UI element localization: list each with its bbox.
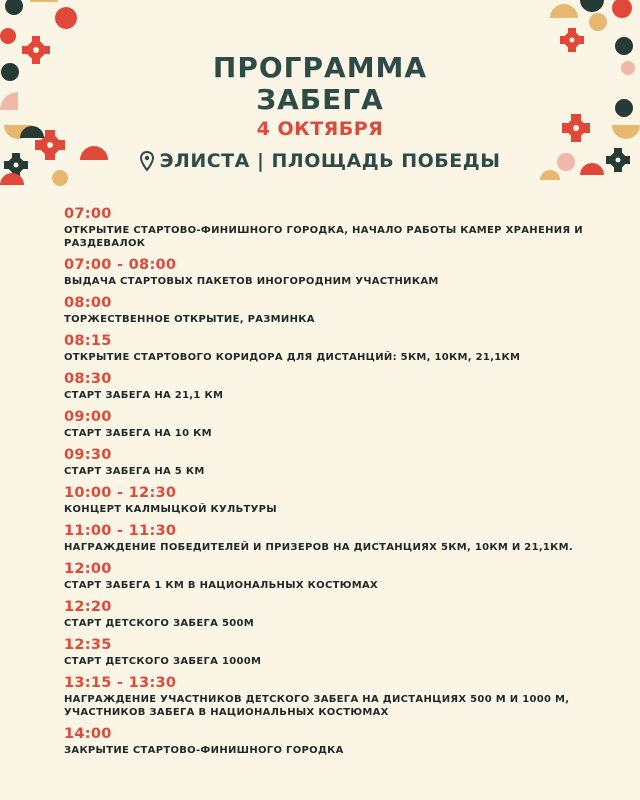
event-time: 12:20 [64,599,112,615]
event-time: 08:30 [64,371,112,387]
event-description: ЗАКРЫТИЕ СТАРТОВО-ФИНИШНОГО ГОРОДКА [64,745,344,756]
schedule-item [64,675,604,719]
schedule-item [64,409,604,440]
schedule-item [64,206,604,250]
event-time: 13:15 - 13:30 [64,675,177,691]
event-time: 07:00 [64,206,112,222]
page-title-line2: ЗАБЕГА [256,83,384,116]
schedule-list [64,206,604,764]
event-time: 09:00 [64,409,112,425]
event-time: 10:00 - 12:30 [64,485,177,501]
event-time: 14:00 [64,726,112,742]
schedule-item [64,561,604,592]
event-description: СТАРТ ДЕТСКОГО ЗАБЕГА 1000М [64,656,262,667]
event-description: СТАРТ ЗАБЕГА НА 10 КМ [64,428,212,439]
map-pin-icon [140,151,154,171]
event-description: НАГРАЖДЕНИЕ ПОБЕДИТЕЛЕЙ И ПРИЗЕРОВ НА ДИСТАНЦИЯХ 5КМ, 10КМ И 21,1КМ. [64,542,574,553]
page-title-line1: ПРОГРАММА [212,51,428,84]
schedule-item [64,371,604,402]
schedule-item [64,599,604,630]
event-time: 09:30 [64,447,112,463]
schedule-item [64,726,604,757]
event-time: 12:00 [64,561,112,577]
event-time: 08:15 [64,333,112,349]
event-description: ОТКРЫТИЕ СТАРТОВО-ФИНИШНОГО ГОРОДКА, НАЧАЛО РАБОТЫ КАМЕР ХРАНЕНИЯ И РАЗДЕВАЛОК [64,225,583,249]
schedule-item [64,333,604,364]
schedule-item [64,523,604,554]
event-description: СТАРТ ДЕТСКОГО ЗАБЕГА 500М [64,618,254,629]
event-location [0,150,640,172]
event-description: КОНЦЕРТ КАЛМЫЦКОЙ КУЛЬТУРЫ [64,504,277,515]
schedule-item [64,295,604,326]
event-time: 08:00 [64,295,112,311]
event-description: ОТКРЫТИЕ СТАРТОВОГО КОРИДОРА ДЛЯ ДИСТАНЦИЙ: 5КМ, 10КМ, 21,1КМ [64,352,521,363]
location-text: ЭЛИСТА | ПЛОЩАДЬ ПОБЕДЫ [159,150,501,172]
event-time: 11:00 - 11:30 [64,523,177,539]
event-date: 4 ОКТЯБРЯ [256,118,384,140]
schedule-item [64,257,604,288]
schedule-item [64,637,604,668]
schedule-item [64,447,604,478]
event-description: СТАРТ ЗАБЕГА НА 21,1 КМ [64,390,224,401]
event-description: СТАРТ ЗАБЕГА 1 КМ В НАЦИОНАЛЬНЫХ КОСТЮМАХ [64,580,379,591]
event-time: 12:35 [64,637,112,653]
event-description: ВЫДАЧА СТАРТОВЫХ ПАКЕТОВ ИНОГОРОДНИМ УЧАСТНИКАМ [64,276,439,287]
event-time: 07:00 - 08:00 [64,257,177,273]
schedule-item [64,485,604,516]
event-description: ТОРЖЕСТВЕННОЕ ОТКРЫТИЕ, РАЗМИНКА [64,314,315,325]
event-description: СТАРТ ЗАБЕГА НА 5 КМ [64,466,205,477]
event-description: НАГРАЖДЕНИЕ УЧАСТНИКОВ ДЕТСКОГО ЗАБЕГА НА ДИСТАНЦИЯХ 500 М И 1000 М, УЧАСТНИКОВ ЗАБЕГА В НАЦИОНАЛЬНЫХ КОСТЮМАХ [64,694,570,718]
